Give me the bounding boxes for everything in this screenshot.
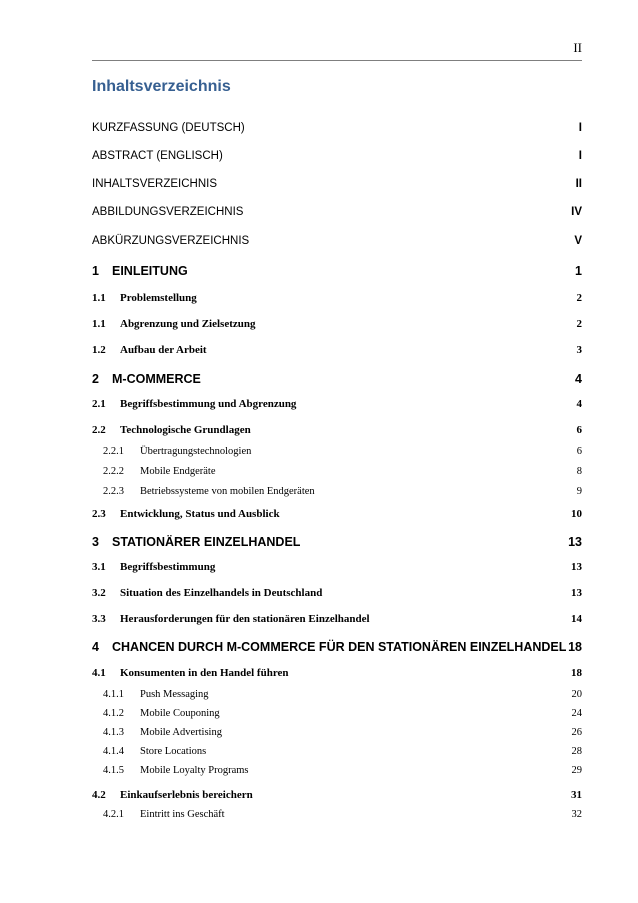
toc-entry-number: 2.2.2 bbox=[103, 466, 124, 477]
toc-entry-title: STATIONÄRER EINZELHANDEL bbox=[112, 535, 301, 549]
toc-entry-title: ABBILDUNGSVERZEICHNIS bbox=[92, 206, 244, 218]
toc-entry-page: 4 bbox=[575, 372, 582, 386]
toc-entry-page: 6 bbox=[576, 424, 582, 436]
toc-entry-title: Einkaufserlebnis bereichern bbox=[120, 789, 253, 801]
toc-entry[interactable] bbox=[92, 708, 582, 719]
toc-entry[interactable] bbox=[92, 508, 582, 520]
toc-entry-number: 3 bbox=[92, 535, 99, 549]
toc-entry-page: I bbox=[578, 150, 582, 162]
toc-entry[interactable] bbox=[92, 344, 582, 356]
toc-entry-number: 4.1.5 bbox=[103, 765, 124, 776]
toc-entry-number: 4.2.1 bbox=[103, 809, 124, 820]
toc-entry-title: KURZFASSUNG (DEUTSCH) bbox=[92, 122, 245, 134]
toc-entry-page: 9 bbox=[576, 486, 582, 497]
toc-entry-page: 1 bbox=[575, 264, 582, 278]
toc-entry-page: V bbox=[574, 235, 582, 247]
toc-entry-title: Problemstellung bbox=[120, 292, 197, 304]
toc-entry-number: 3.3 bbox=[92, 613, 106, 625]
toc-entry-number: 2 bbox=[92, 372, 99, 386]
toc-entry[interactable] bbox=[92, 122, 582, 134]
toc-entry-number: 4.1.3 bbox=[103, 727, 124, 738]
toc-entry-page: II bbox=[575, 178, 582, 190]
page-number: II bbox=[573, 40, 582, 55]
toc-title: Inhaltsverzeichnis bbox=[92, 78, 231, 95]
toc-entry[interactable] bbox=[92, 150, 582, 162]
toc-entry-title: Situation des Einzelhandels in Deutschland bbox=[120, 587, 323, 599]
toc-entry[interactable] bbox=[92, 746, 582, 757]
toc-entry-title: Mobile Loyalty Programs bbox=[140, 765, 249, 776]
toc-entry-title: Technologische Grundlagen bbox=[120, 424, 251, 436]
toc-entry[interactable] bbox=[92, 446, 582, 457]
toc-entry-title: Begriffsbestimmung bbox=[120, 561, 216, 573]
toc-entry-number: 3.2 bbox=[92, 587, 106, 599]
toc-entry[interactable] bbox=[92, 613, 582, 625]
toc-entry-title: Betriebssysteme von mobilen Endgeräten bbox=[140, 486, 315, 497]
toc-entry[interactable] bbox=[92, 318, 582, 330]
toc-entry[interactable] bbox=[92, 466, 582, 477]
toc-entry-title: Übertragungstechnologien bbox=[140, 446, 252, 457]
toc-entry-title: EINLEITUNG bbox=[112, 264, 188, 278]
toc-entry-page: 26 bbox=[571, 727, 582, 738]
toc-entry-number: 1 bbox=[92, 264, 99, 278]
toc-entry-title: Mobile Endgeräte bbox=[140, 466, 216, 477]
toc-entry-number: 2.2.1 bbox=[103, 446, 124, 457]
toc-entry[interactable] bbox=[92, 178, 582, 190]
toc-entry[interactable] bbox=[92, 292, 582, 304]
toc-entry-number: 3.1 bbox=[92, 561, 106, 573]
toc-entry-title: Push Messaging bbox=[140, 689, 209, 700]
header-rule bbox=[92, 60, 582, 61]
toc-entry-title: ABKÜRZUNGSVERZEICHNIS bbox=[92, 235, 250, 247]
toc-entry-page: 31 bbox=[571, 789, 582, 801]
toc-entry-title: Abgrenzung und Zielsetzung bbox=[120, 318, 256, 330]
toc-entry-number: 1.2 bbox=[92, 344, 106, 356]
toc-entry[interactable] bbox=[92, 727, 582, 738]
toc-entry-title: Herausforderungen für den stationären Einzelhandel bbox=[120, 613, 370, 625]
toc-entry-page: 14 bbox=[571, 613, 582, 625]
toc-entry[interactable] bbox=[92, 689, 582, 700]
toc-entry-number: 2.2.3 bbox=[103, 486, 124, 497]
toc-entry[interactable] bbox=[92, 789, 582, 801]
toc-entry-page: 13 bbox=[571, 561, 582, 573]
toc-entry-page: 2 bbox=[576, 292, 582, 304]
toc-entry-number: 4 bbox=[92, 640, 99, 654]
toc-entry-title: Begriffsbestimmung und Abgrenzung bbox=[120, 398, 297, 410]
toc-entry[interactable] bbox=[92, 398, 582, 410]
toc-entry-title: Konsumenten in den Handel führen bbox=[120, 667, 289, 679]
toc-entry[interactable] bbox=[92, 535, 582, 549]
toc-entry[interactable] bbox=[92, 486, 582, 497]
toc-entry-page: I bbox=[578, 122, 582, 134]
toc-entry-number: 2.1 bbox=[92, 398, 106, 410]
toc-entry[interactable] bbox=[92, 561, 582, 573]
toc-entry-page: 10 bbox=[571, 508, 582, 520]
toc-entry[interactable] bbox=[92, 640, 582, 654]
toc-entry-page: 28 bbox=[571, 746, 582, 757]
toc-entry-title: Entwicklung, Status und Ausblick bbox=[120, 508, 280, 520]
toc-entry-number: 1.1 bbox=[92, 292, 106, 304]
toc-entry[interactable] bbox=[92, 424, 582, 436]
toc-entry-title: Store Locations bbox=[140, 746, 207, 757]
toc-entry-title: Eintritt ins Geschäft bbox=[140, 809, 225, 820]
toc-entry[interactable] bbox=[92, 667, 582, 679]
toc-entry-page: 13 bbox=[568, 535, 582, 549]
toc-entry-page: 20 bbox=[571, 689, 582, 700]
toc-entry-page: 24 bbox=[571, 708, 582, 719]
toc-entry-title: INHALTSVERZEICHNIS bbox=[92, 178, 218, 190]
toc-entry-page: 3 bbox=[576, 344, 582, 356]
toc-entry[interactable] bbox=[92, 809, 582, 820]
toc-entry-page: 6 bbox=[576, 446, 582, 457]
toc-entry-title: CHANCEN DURCH M-COMMERCE FÜR DEN STATIONÄREN EINZELHANDEL bbox=[112, 640, 567, 654]
toc-entry-page: 4 bbox=[576, 398, 582, 410]
toc-entry-title: Mobile Couponing bbox=[140, 708, 220, 719]
toc-entry-page: 32 bbox=[571, 809, 582, 820]
toc-entry-page: IV bbox=[571, 206, 582, 218]
toc-entry-page: 13 bbox=[571, 587, 582, 599]
toc-entry-title: ABSTRACT (ENGLISCH) bbox=[92, 150, 223, 162]
toc-entry[interactable] bbox=[92, 372, 582, 386]
toc-entry-number: 1.1 bbox=[92, 318, 106, 330]
toc-entry-number: 4.1 bbox=[92, 667, 106, 679]
toc-entry[interactable] bbox=[92, 235, 582, 247]
toc-entry-page: 18 bbox=[568, 640, 582, 654]
toc-entry[interactable] bbox=[92, 206, 582, 218]
toc-entry[interactable] bbox=[92, 765, 582, 776]
toc-entry-page: 8 bbox=[576, 466, 582, 477]
toc-entry-number: 4.2 bbox=[92, 789, 106, 801]
toc-entry[interactable] bbox=[92, 587, 582, 599]
toc-entry-number: 4.1.2 bbox=[103, 708, 124, 719]
toc-entry-title: Mobile Advertising bbox=[140, 727, 222, 738]
toc-entry-title: Aufbau der Arbeit bbox=[120, 344, 207, 356]
toc-entry-number: 2.3 bbox=[92, 508, 106, 520]
toc-entry-number: 4.1.4 bbox=[103, 746, 124, 757]
toc-entry-number: 4.1.1 bbox=[103, 689, 124, 700]
toc-entry-page: 2 bbox=[576, 318, 582, 330]
toc-entry-page: 18 bbox=[571, 667, 582, 679]
toc-entry-page: 29 bbox=[571, 765, 582, 776]
toc-entry[interactable] bbox=[92, 264, 582, 278]
toc-entry-title: M-COMMERCE bbox=[112, 372, 201, 386]
toc-entry-number: 2.2 bbox=[92, 424, 106, 436]
